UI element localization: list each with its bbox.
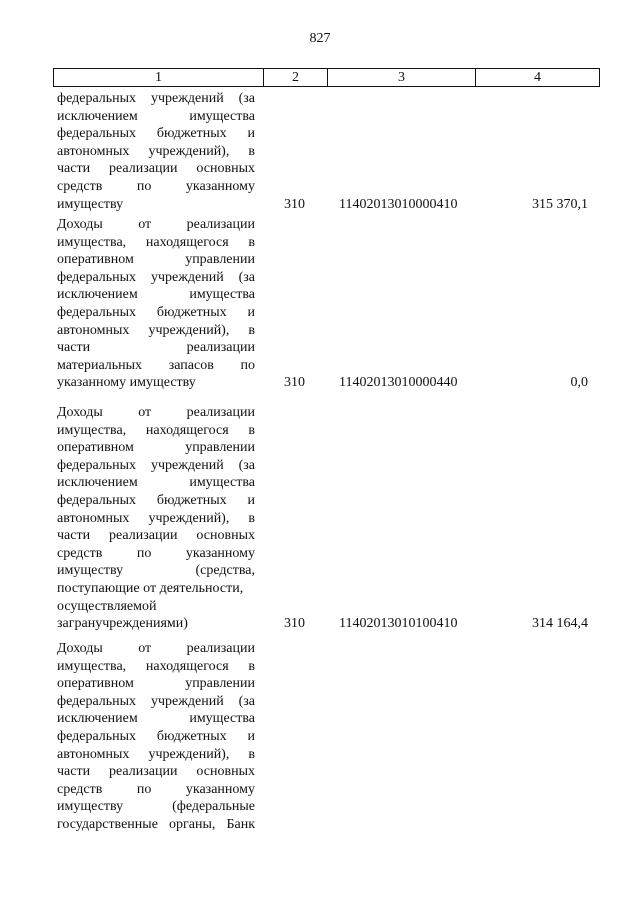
- description-line: части реализации основных: [57, 161, 255, 177]
- description-line: автономных учреждений), в: [57, 143, 255, 159]
- kbk-code: 11402013010000440: [339, 375, 458, 391]
- description-line: автономных учреждений), в: [57, 322, 255, 338]
- description-line: средств по указанному: [57, 781, 255, 797]
- description-line: Доходы от реализации: [57, 405, 255, 420]
- description-line: федеральных учреждений (за: [57, 91, 255, 106]
- column-header-2: 2: [264, 69, 328, 86]
- kbk-code: 11402013010000410: [339, 196, 458, 212]
- description-line: автономных учреждений), в: [57, 746, 255, 762]
- description-line: оперативном управлении: [57, 252, 255, 268]
- description-line: средств по указанному: [57, 178, 255, 194]
- column-header-3: 3: [328, 69, 476, 86]
- description-line: части реализации: [57, 340, 255, 356]
- description-line: исключением имущества: [57, 711, 255, 727]
- description-line: имущества, находящегося в: [57, 658, 255, 674]
- description-line: государственные органы, Банк: [57, 816, 255, 832]
- description-line: федеральных бюджетных и: [57, 126, 255, 142]
- income-description: [57, 640, 255, 834]
- description-line: федеральных бюджетных и: [57, 304, 255, 320]
- admin-code: 310: [284, 616, 305, 632]
- description-line: поступающие от деятельности,: [57, 580, 244, 596]
- table-header-row: [53, 68, 600, 87]
- income-description: [57, 90, 255, 213]
- description-line: имуществу (средства,: [57, 563, 255, 579]
- column-header-4: 4: [534, 70, 541, 85]
- kbk-code: 11402013010100410: [339, 616, 458, 632]
- column-header-1: 1: [54, 69, 264, 86]
- amount-value: 315 370,1: [532, 196, 588, 212]
- description-line: автономных учреждений), в: [57, 510, 255, 526]
- description-line: федеральных бюджетных и: [57, 728, 255, 744]
- description-line: федеральных бюджетных и: [57, 492, 255, 508]
- description-line: загранучреждениями): [57, 616, 188, 632]
- description-line: исключением имущества: [57, 287, 255, 303]
- page-number: 827: [309, 31, 331, 46]
- description-line: средств по указанному: [57, 545, 255, 561]
- description-line: указанному имуществу: [57, 375, 196, 391]
- description-line: имуществу (федеральные: [57, 799, 255, 815]
- description-line: оперативном управлении: [57, 676, 255, 692]
- description-line: исключением имущества: [57, 108, 255, 124]
- description-line: исключением имущества: [57, 475, 255, 491]
- description-line: части реализации основных: [57, 528, 255, 544]
- description-line: имущества, находящегося в: [57, 422, 255, 438]
- description-line: имуществу: [57, 196, 124, 212]
- description-line: оперативном управлении: [57, 440, 255, 456]
- description-line: федеральных учреждений (за: [57, 693, 255, 709]
- admin-code: 310: [284, 375, 305, 391]
- income-description: [57, 216, 255, 392]
- description-line: федеральных учреждений (за: [57, 269, 255, 285]
- amount-value: 314 164,4: [532, 616, 588, 632]
- description-line: федеральных учреждений (за: [57, 457, 255, 473]
- description-line: материальных запасов по: [57, 357, 255, 373]
- description-line: Доходы от реализации: [57, 641, 255, 656]
- amount-value: 0,0: [570, 375, 588, 391]
- income-description: [57, 404, 255, 633]
- description-line: Доходы от реализации: [57, 217, 255, 232]
- description-line: части реализации основных: [57, 764, 255, 780]
- description-line: осуществляемой: [57, 598, 157, 614]
- description-line: имущества, находящегося в: [57, 234, 255, 250]
- admin-code: 310: [284, 196, 305, 212]
